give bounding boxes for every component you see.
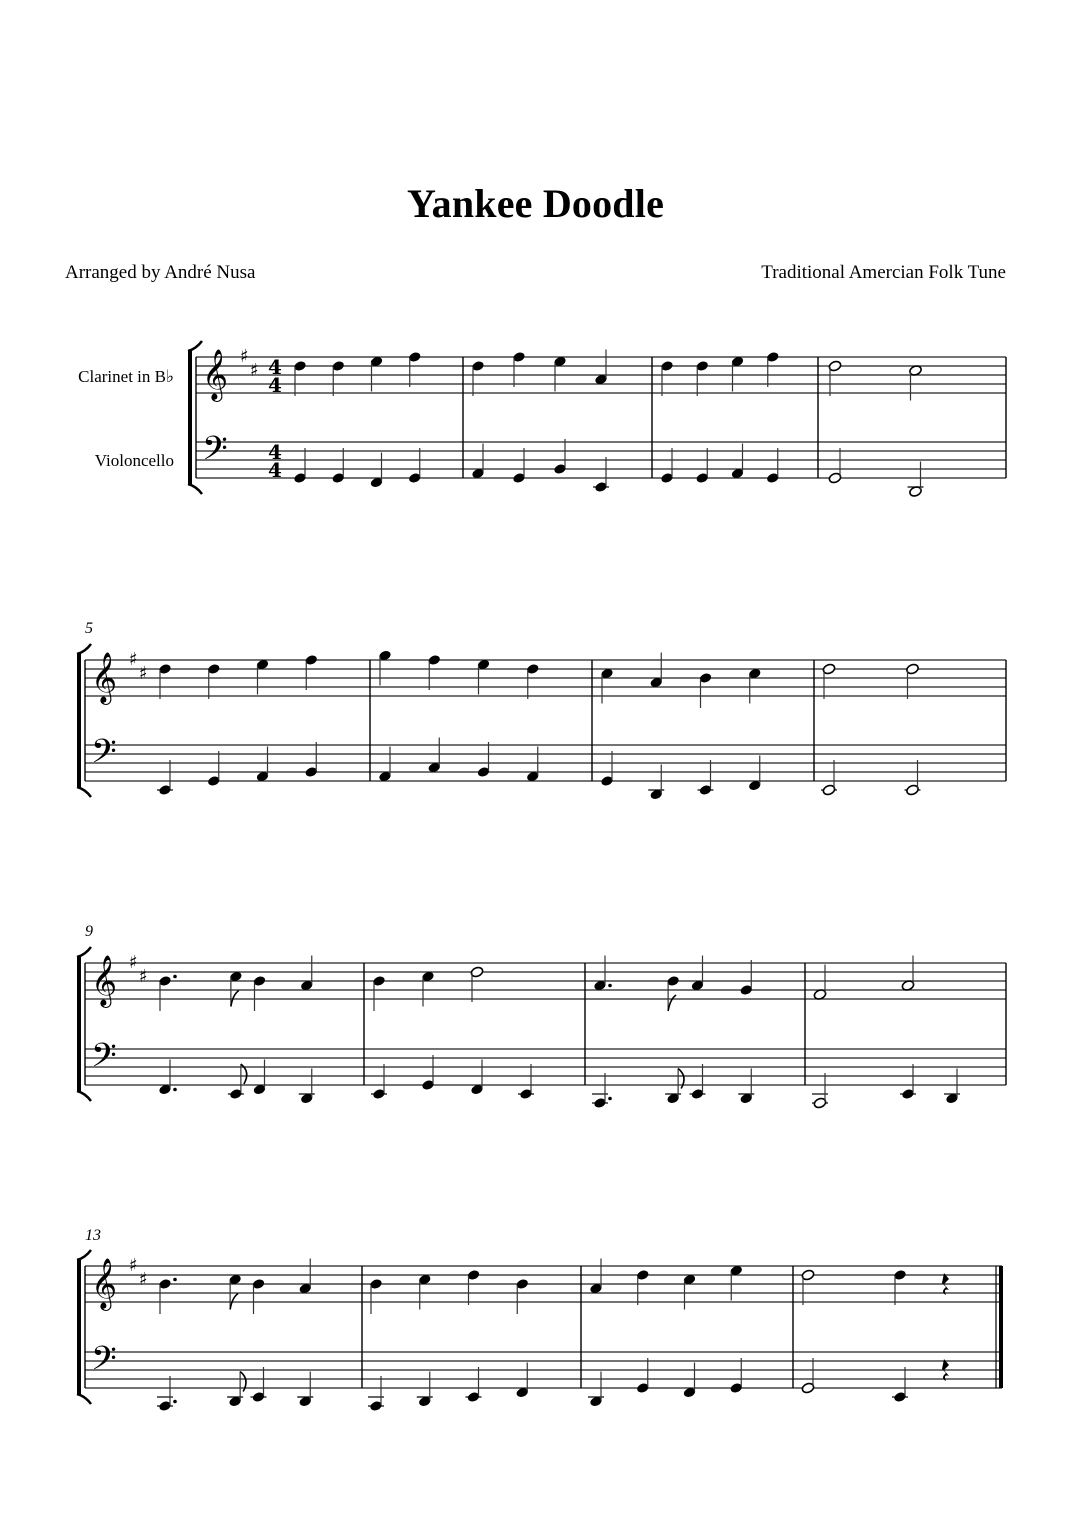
measure-number-13: 13 (85, 1227, 101, 1244)
treble-clef-icon: 𝄞 (91, 652, 118, 703)
bass-clef-icon: 𝄢 (91, 1340, 117, 1386)
bass-clef-icon: 𝄢 (91, 733, 117, 779)
sharp-icon: ♯ (240, 346, 249, 367)
augmentation-dot (173, 1400, 177, 1404)
sharp-icon: ♯ (139, 1269, 148, 1290)
augmentation-dot (173, 975, 177, 979)
system-bracket (188, 351, 192, 484)
augmentation-dot (608, 984, 612, 988)
bracket-top-hook (77, 1250, 91, 1260)
arranger-credit: Arranged by André Nusa (65, 262, 256, 283)
bracket-top-hook (188, 341, 202, 351)
final-barline-thick (999, 1266, 1003, 1388)
bracket-top-hook (77, 947, 91, 957)
system-bracket (77, 654, 81, 787)
sharp-icon: ♯ (129, 649, 138, 670)
treble-clef-icon: 𝄞 (91, 955, 118, 1006)
sharp-icon: ♯ (139, 966, 148, 987)
system-bracket (77, 1260, 81, 1394)
sharp-icon: ♯ (129, 1255, 138, 1276)
system-bracket (77, 957, 81, 1091)
bracket-bottom-hook (188, 484, 202, 494)
measure-number-9: 9 (85, 923, 93, 940)
bass-clef-icon: 𝄢 (91, 1037, 117, 1083)
augmentation-dot (173, 1278, 177, 1282)
measure-number-5: 5 (85, 620, 93, 637)
time-signature-denominator: 4 (268, 458, 282, 482)
time-signature-numerator: 4 (268, 355, 282, 379)
bass-clef-icon: 𝄢 (202, 430, 228, 476)
sharp-icon: ♯ (250, 360, 259, 381)
page-title: Yankee Doodle (406, 181, 665, 226)
instrument-label-clarinet: Clarinet in B♭ (78, 367, 174, 386)
time-signature-denominator: 4 (268, 373, 282, 397)
sharp-icon: ♯ (129, 952, 138, 973)
time-signature-numerator: 4 (268, 440, 282, 464)
augmentation-dot (173, 1088, 177, 1092)
bracket-top-hook (77, 644, 91, 654)
bracket-bottom-hook (77, 1091, 91, 1101)
bracket-bottom-hook (77, 787, 91, 797)
treble-clef-icon: 𝄞 (202, 349, 229, 400)
treble-clef-icon: 𝄞 (91, 1258, 118, 1309)
instrument-label-cello: Violoncello (94, 451, 174, 470)
bracket-bottom-hook (77, 1394, 91, 1404)
eighth-flag-icon (668, 995, 676, 1011)
composer-credit: Traditional Amercian Folk Tune (761, 262, 1006, 283)
sharp-icon: ♯ (139, 663, 148, 684)
augmentation-dot (608, 1097, 612, 1101)
